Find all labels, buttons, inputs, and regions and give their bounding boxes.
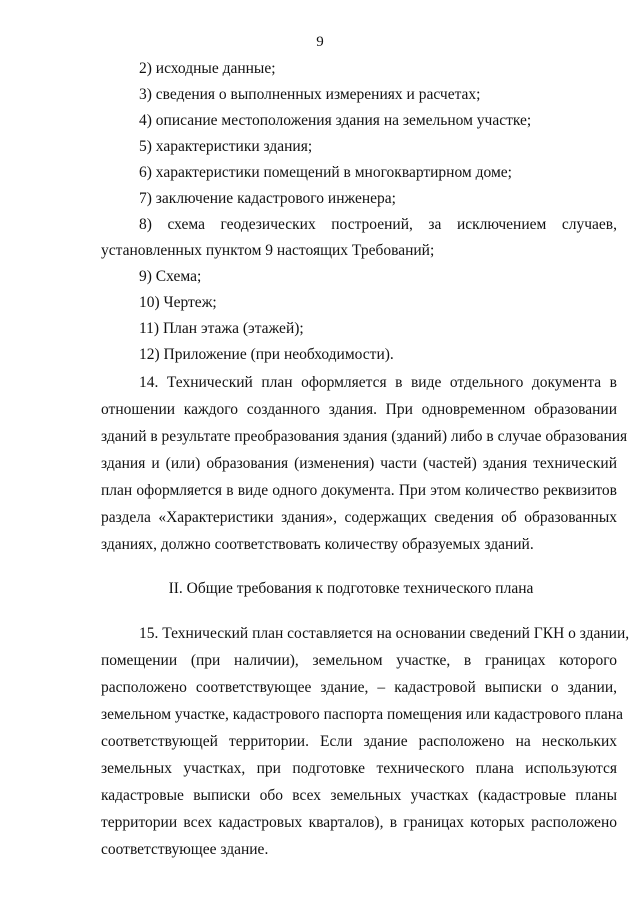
page-number: 9	[316, 34, 324, 50]
paragraph-line: 15. Технический план составляется на основании сведений ГКН о здании,	[139, 625, 630, 642]
list-item: 2) исходные данные;	[139, 60, 276, 77]
paragraph-line: помещении (при наличии), земельном участке, в границах которого	[101, 652, 617, 669]
paragraph-line: зданий в результате преобразования здания (зданий) либо в случае образования	[101, 428, 628, 445]
list-item: 10) Чертеж;	[139, 294, 217, 311]
paragraph-line: 14. Технический план оформляется в виде отдельного документа в	[139, 374, 617, 391]
paragraph-line: земельных участках, при подготовке технического плана используются	[101, 760, 617, 777]
paragraph-line: раздела «Характеристики здания», содержащих сведения об образованных	[101, 509, 617, 526]
list-item: 7) заключение кадастрового инженера;	[139, 190, 396, 207]
paragraph-line: зданиях, должно соответствовать количеству образуемых зданий.	[101, 536, 534, 553]
list-item: 12) Приложение (при необходимости).	[139, 346, 394, 363]
list-item: 9) Схема;	[139, 268, 202, 285]
paragraph-line: соответствующей территории. Если здание расположено на нескольких	[101, 733, 617, 750]
list-item: 6) характеристики помещений в многоквартирном доме;	[139, 164, 512, 181]
list-item: 11) План этажа (этажей);	[139, 320, 304, 337]
paragraph-line: земельном участке, кадастрового паспорта помещения или кадастрового плана	[101, 706, 623, 723]
section-heading: II. Общие требования к подготовке технического плана	[168, 580, 534, 597]
list-item: 3) сведения о выполненных измерениях и расчетах;	[139, 86, 481, 103]
list-item: 5) характеристики здания;	[139, 138, 313, 155]
paragraph-line: соответствующее здание.	[101, 841, 269, 858]
paragraph-line: здания и (или) образования (изменения) части (частей) здания технический	[101, 455, 617, 472]
paragraph-line: расположено соответствующее здание, – кадастровой выписки о здании,	[101, 679, 617, 696]
paragraph-line: кадастровые выписки обо всех земельных участках (кадастровые планы	[101, 787, 617, 804]
paragraph-line: отношении каждого созданного здания. При одновременном образовании	[101, 401, 617, 418]
list-item: 4) описание местоположения здания на земельном участке;	[139, 112, 532, 129]
list-item-8-line1: 8) схема геодезических построений, за исключением случаев,	[139, 216, 617, 233]
list-item-8-line2: установленных пунктом 9 настоящих Требований;	[101, 242, 435, 259]
paragraph-line: территории всех кадастровых кварталов), в границах которых расположено	[101, 814, 617, 831]
paragraph-line: план оформляется в виде одного документа. При этом количество реквизитов	[101, 482, 617, 499]
